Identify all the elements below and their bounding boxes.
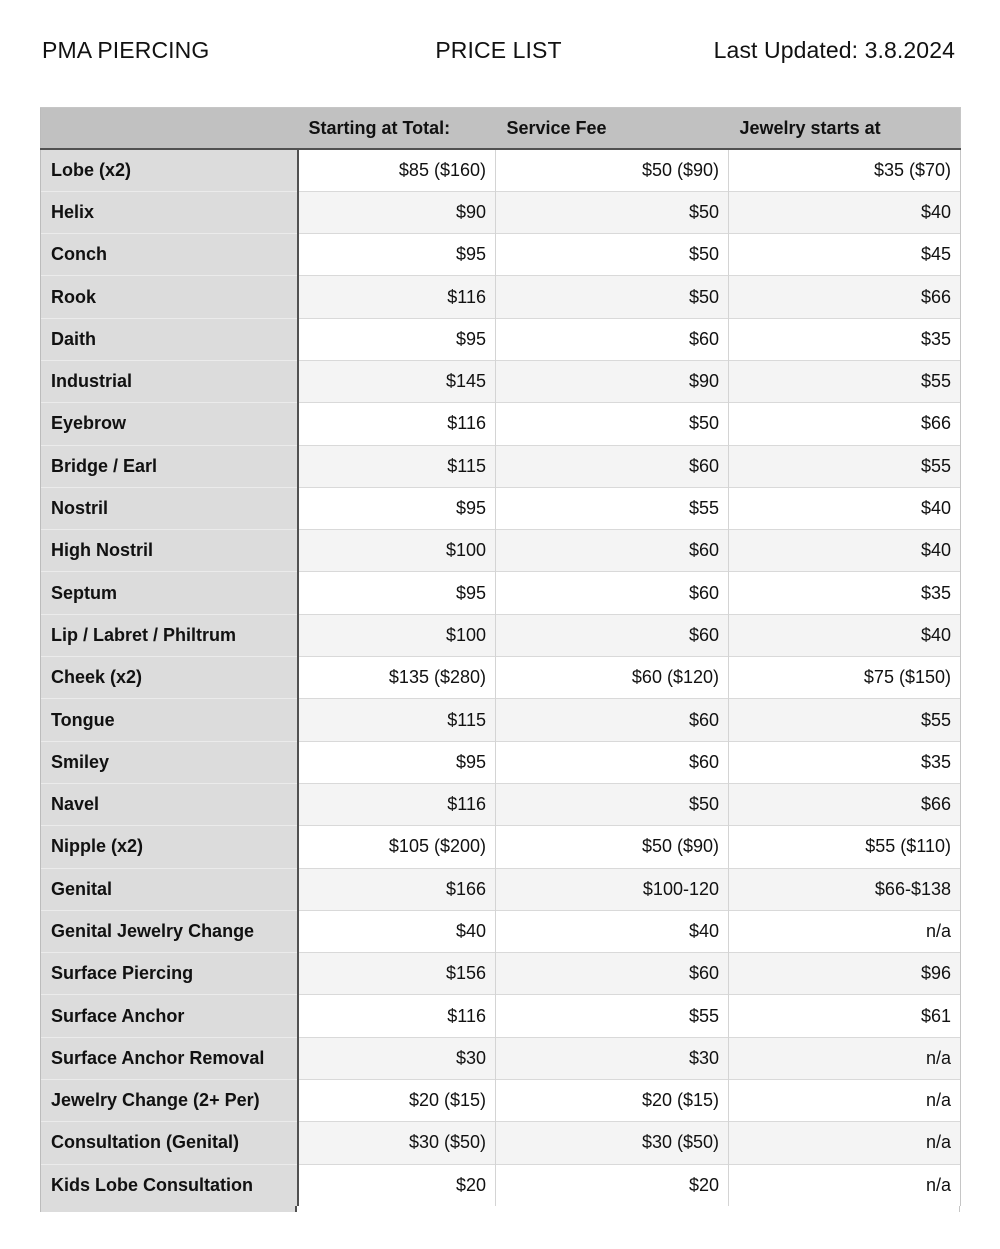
piercing-label: Genital (41, 868, 298, 910)
price-row (41, 614, 961, 656)
service-fee-cell: $60 (496, 699, 729, 741)
jewelry-cell: $40 (729, 487, 961, 529)
jewelry-cell: $66 (729, 783, 961, 825)
brand-name: PMA PIERCING (42, 37, 210, 63)
service-fee-cell: $50 (496, 783, 729, 825)
jewelry-cell: $35 ($70) (729, 149, 961, 191)
jewelry-cell: $66 (729, 403, 961, 445)
piercing-label: High Nostril (41, 530, 298, 572)
price-row (41, 657, 961, 699)
header-cell-starting-total: Starting at Total: (298, 108, 496, 150)
service-fee-cell: $60 (496, 530, 729, 572)
starting-total-cell: $166 (298, 868, 496, 910)
starting-total-cell: $30 ($50) (298, 1122, 496, 1164)
price-row (41, 995, 961, 1037)
price-row (41, 360, 961, 402)
service-fee-cell: $90 (496, 360, 729, 402)
service-fee-cell: $60 (496, 318, 729, 360)
service-fee-cell: $40 (496, 910, 729, 952)
price-row (41, 487, 961, 529)
service-fee-cell: $30 ($50) (496, 1122, 729, 1164)
piercing-label: Eyebrow (41, 403, 298, 445)
page-title: PRICE LIST (435, 37, 562, 63)
price-row (41, 149, 961, 191)
jewelry-cell: n/a (729, 1037, 961, 1079)
starting-total-cell: $100 (298, 614, 496, 656)
piercing-label: Nipple (x2) (41, 826, 298, 868)
piercing-label: Surface Anchor Removal (41, 1037, 298, 1079)
service-fee-cell: $50 (496, 191, 729, 233)
price-table-container (40, 107, 960, 1212)
service-fee-cell: $20 (496, 1164, 729, 1206)
jewelry-cell: $40 (729, 191, 961, 233)
price-row (41, 530, 961, 572)
piercing-label: Nostril (41, 487, 298, 529)
service-fee-cell: $60 (496, 572, 729, 614)
page-header (42, 37, 955, 64)
starting-total-cell: $115 (298, 699, 496, 741)
service-fee-cell: $50 ($90) (496, 826, 729, 868)
price-row (41, 1122, 961, 1164)
starting-total-cell: $20 ($15) (298, 1080, 496, 1122)
header-cell-jewelry: Jewelry starts at (729, 108, 961, 150)
jewelry-cell: $75 ($150) (729, 657, 961, 699)
price-row (41, 445, 961, 487)
service-fee-cell: $50 ($90) (496, 149, 729, 191)
service-fee-cell: $55 (496, 487, 729, 529)
header-cell-service-fee: Service Fee (496, 108, 729, 150)
starting-total-cell: $90 (298, 191, 496, 233)
jewelry-cell: n/a (729, 1164, 961, 1206)
piercing-label: Surface Anchor (41, 995, 298, 1037)
starting-total-cell: $95 (298, 741, 496, 783)
price-table-body (41, 149, 961, 1206)
starting-total-cell: $105 ($200) (298, 826, 496, 868)
price-table (40, 107, 961, 1206)
starting-total-cell: $30 (298, 1037, 496, 1079)
piercing-label: Helix (41, 191, 298, 233)
service-fee-cell: $30 (496, 1037, 729, 1079)
starting-total-cell: $116 (298, 276, 496, 318)
starting-total-cell: $100 (298, 530, 496, 572)
service-fee-cell: $60 ($120) (496, 657, 729, 699)
jewelry-cell: $66-$138 (729, 868, 961, 910)
starting-total-cell: $116 (298, 783, 496, 825)
piercing-label: Jewelry Change (2+ Per) (41, 1080, 298, 1122)
starting-total-cell: $85 ($160) (298, 149, 496, 191)
price-table-header (41, 108, 961, 150)
service-fee-cell: $100-120 (496, 868, 729, 910)
piercing-label: Smiley (41, 741, 298, 783)
price-row (41, 191, 961, 233)
jewelry-cell: $55 ($110) (729, 826, 961, 868)
starting-total-cell: $135 ($280) (298, 657, 496, 699)
price-row (41, 1164, 961, 1206)
jewelry-cell: $35 (729, 318, 961, 360)
price-row (41, 826, 961, 868)
table-cutoff-row (40, 1206, 960, 1212)
jewelry-cell: $61 (729, 995, 961, 1037)
service-fee-cell: $55 (496, 995, 729, 1037)
piercing-label: Lobe (x2) (41, 149, 298, 191)
piercing-label: Cheek (x2) (41, 657, 298, 699)
header-cell-blank (41, 108, 298, 150)
price-row (41, 276, 961, 318)
service-fee-cell: $60 (496, 953, 729, 995)
price-row (41, 403, 961, 445)
starting-total-cell: $95 (298, 234, 496, 276)
starting-total-cell: $116 (298, 403, 496, 445)
starting-total-cell: $115 (298, 445, 496, 487)
service-fee-cell: $60 (496, 741, 729, 783)
price-row (41, 1080, 961, 1122)
piercing-label: Lip / Labret / Philtrum (41, 614, 298, 656)
starting-total-cell: $156 (298, 953, 496, 995)
starting-total-cell: $95 (298, 487, 496, 529)
price-row (41, 1037, 961, 1079)
starting-total-cell: $95 (298, 572, 496, 614)
piercing-label: Bridge / Earl (41, 445, 298, 487)
jewelry-cell: $40 (729, 614, 961, 656)
price-row (41, 234, 961, 276)
piercing-label: Industrial (41, 360, 298, 402)
last-updated-text: Last Updated: 3.8.2024 (713, 37, 955, 63)
price-row (41, 318, 961, 360)
jewelry-cell: n/a (729, 910, 961, 952)
cutoff-label-cell (40, 1206, 297, 1212)
starting-total-cell: $40 (298, 910, 496, 952)
piercing-label: Navel (41, 783, 298, 825)
jewelry-cell: $40 (729, 530, 961, 572)
price-row (41, 953, 961, 995)
price-row (41, 741, 961, 783)
piercing-label: Rook (41, 276, 298, 318)
piercing-label: Conch (41, 234, 298, 276)
price-row (41, 783, 961, 825)
jewelry-cell: $55 (729, 445, 961, 487)
jewelry-cell: $55 (729, 360, 961, 402)
service-fee-cell: $60 (496, 614, 729, 656)
price-row (41, 910, 961, 952)
price-row (41, 572, 961, 614)
service-fee-cell: $50 (496, 234, 729, 276)
jewelry-cell: $55 (729, 699, 961, 741)
jewelry-cell: $96 (729, 953, 961, 995)
service-fee-cell: $50 (496, 403, 729, 445)
jewelry-cell: $45 (729, 234, 961, 276)
piercing-label: Kids Lobe Consultation (41, 1164, 298, 1206)
jewelry-cell: n/a (729, 1122, 961, 1164)
starting-total-cell: $116 (298, 995, 496, 1037)
starting-total-cell: $145 (298, 360, 496, 402)
piercing-label: Daith (41, 318, 298, 360)
cutoff-value-cells (297, 1206, 960, 1212)
piercing-label: Consultation (Genital) (41, 1122, 298, 1164)
starting-total-cell: $20 (298, 1164, 496, 1206)
piercing-label: Genital Jewelry Change (41, 910, 298, 952)
jewelry-cell: $35 (729, 741, 961, 783)
service-fee-cell: $60 (496, 445, 729, 487)
service-fee-cell: $20 ($15) (496, 1080, 729, 1122)
price-row (41, 699, 961, 741)
jewelry-cell: n/a (729, 1080, 961, 1122)
jewelry-cell: $66 (729, 276, 961, 318)
header-row (41, 108, 961, 150)
piercing-label: Surface Piercing (41, 953, 298, 995)
piercing-label: Septum (41, 572, 298, 614)
service-fee-cell: $50 (496, 276, 729, 318)
price-row (41, 868, 961, 910)
starting-total-cell: $95 (298, 318, 496, 360)
jewelry-cell: $35 (729, 572, 961, 614)
piercing-label: Tongue (41, 699, 298, 741)
